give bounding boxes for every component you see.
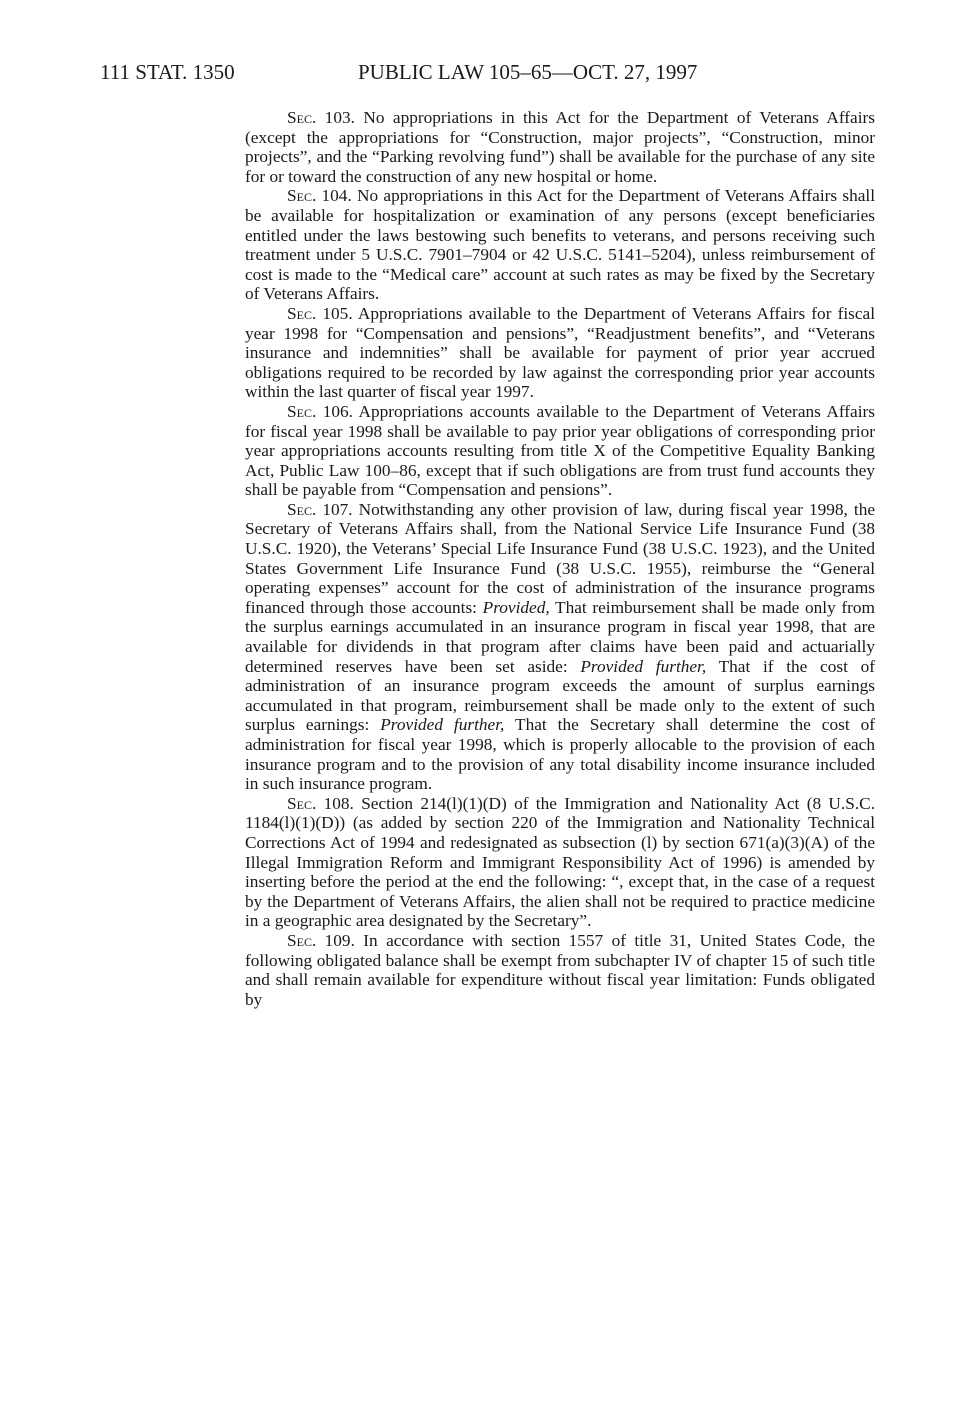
section-label: Sec. 105. xyxy=(287,303,353,323)
section-label: Sec. 108. xyxy=(287,793,354,813)
section-text: No appropriations in this Act for the Department of Veterans Affairs shall be available for hospitalization or examination of any persons (except beneficiaries entitled under the laws bestowing such benefits to veterans, and persons receiving such treatment under 5 U.S.C. 7901–7904 or 42 U.S.C. 5141–5204), unless reimbursement of cost is made to the “Medical care” account at such rates as may be fixed by the Secretary of Veterans Affairs. xyxy=(245,186,876,304)
running-header xyxy=(100,60,880,90)
section-text: That if the cost of administration of an insurance program exceeds the amount of surplus earnings accumulated in that program, reimbursement shall be made only to the extent of such surplus earnings: xyxy=(245,656,875,735)
proviso-label: Provided, xyxy=(482,597,550,617)
section-107 xyxy=(245,500,875,794)
law-title: PUBLIC LAW 105–65—OCT. 27, 1997 xyxy=(358,60,698,84)
proviso-label: Provided further, xyxy=(580,656,707,676)
section-text: Section 214(l)(1)(D) of the Immigration and Nationality Act (8 U.S.C. 1184(l)(1)(D)) (as added by section 220 of the Immigration and Nationality Technical Corrections Act of 1994 and redesignated as subsection (l) by section 671(a)(3)(A) of the Illegal Immigration Reform and Immigrant Responsibility Act of 1996) is amended by inserting before the period at the end the following: “, except that, in the case of a request by the Department of Veterans Affairs, the alien shall not be required to practice medicine in a geographic area designated by the Secretary”. xyxy=(245,793,876,931)
section-text: That reimbursement shall be made only from the surplus earnings accumulated in an insurance program in fiscal year 1998, that are available for dividends in that program after claims have been paid and actuarially determined reserves have been set aside: xyxy=(245,597,875,676)
body-text xyxy=(245,108,875,1009)
page-number: 111 STAT. 1350 xyxy=(100,60,235,84)
section-108 xyxy=(245,794,875,931)
proviso-label: Provided further, xyxy=(380,715,505,735)
section-label: Sec. 109. xyxy=(287,930,355,950)
section-text: Appropriations accounts available to the Department of Veterans Affairs for fiscal year 1998 shall be available to pay prior year obligations of corresponding prior year appropriations accounts resulting from title X of the Competitive Equality Banking Act, Public Law 100–86, except that if such obligations are from trust fund accounts they shall be payable from “Compensation and pensions”. xyxy=(245,401,875,500)
section-105 xyxy=(245,304,875,402)
section-text: Notwithstanding any other provision of law, during fiscal year 1998, the Secretary of Veterans Affairs shall, from the National Service Life Insurance Fund (38 U.S.C. 1920), the Veterans’ Special Life Insurance Fund (38 U.S.C. 1923), and the United States Government Life Insurance Fund (38 U.S.C. 1955), reimburse the “General operating expenses” account for the cost of administration of the insurance programs financed through those accounts: xyxy=(245,499,876,617)
section-text: No appropriations in this Act for the Department of Veterans Affairs (except the appropriations for “Construction, major projects”, “Construction, minor projects”, and the “Parking revolving fund”) shall be available for the purchase of any site for or toward the construction of any new hospital or home. xyxy=(245,108,876,186)
section-106 xyxy=(245,402,875,500)
section-103 xyxy=(245,108,875,186)
section-text: In accordance with section 1557 of title 31, United States Code, the following obligated balance shall be exempt from subchapter IV of chapter 15 of such title and shall remain available for expenditure without fiscal year limitation: Funds obligated by xyxy=(245,930,875,1009)
section-text: That the Secretary shall determine the cost of administration for fiscal year 1998, which is properly allocable to the provision of each insurance program and to the provision of any total disability income insurance included in such insurance program. xyxy=(245,715,876,794)
section-104 xyxy=(245,186,875,304)
section-label: Sec. 107. xyxy=(287,499,353,519)
section-label: Sec. 106. xyxy=(287,401,353,421)
section-text: Appropriations available to the Department of Veterans Affairs for fiscal year 1998 for “Compensation and pensions”, “Readjustment benefits”, and “Veterans insurance and indemnities” shall be available for payment of prior year accrued obligations required to be recorded by law against the corresponding prior year accounts within the last quarter of fiscal year 1997. xyxy=(245,303,876,402)
section-label: Sec. 104. xyxy=(287,186,352,206)
section-109 xyxy=(245,931,875,1009)
section-label: Sec. 103. xyxy=(287,108,355,127)
